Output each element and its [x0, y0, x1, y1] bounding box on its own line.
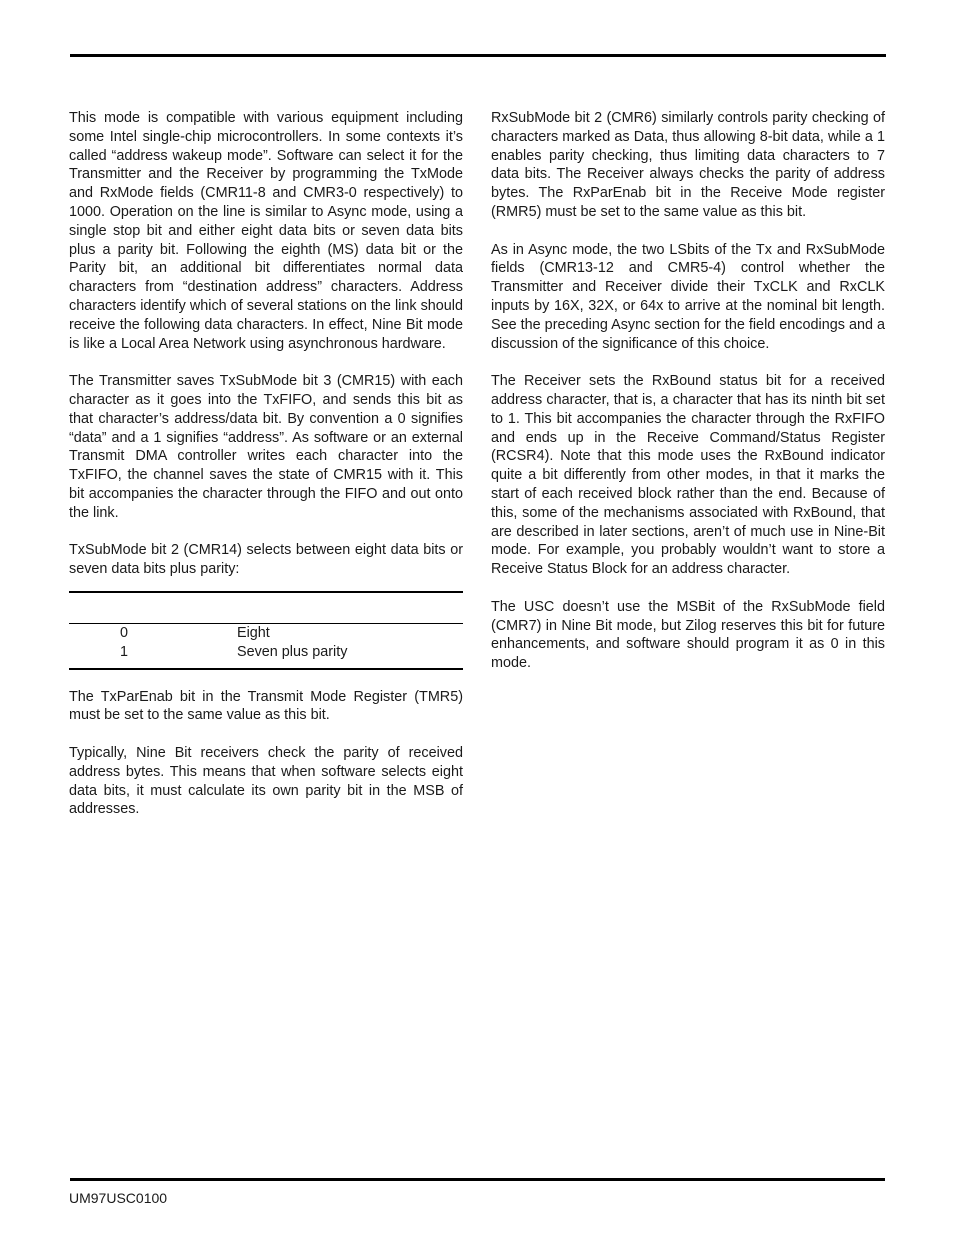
paragraph-rxbound: The Receiver sets the RxBound status bit for a received address character, that is, a character that has its ninth bit set to 1. This bit accompanies the character through the RxFIFO and ends up in the Receive Command/Status Register (RCSR4). Note that this mode uses the RxBound indicator quite a bit differently from other modes, in that it marks the start of each received block rather than the end. Because of this, some of the mechanisms associated with RxBound, that are described in later sections, aren’t of much use in Nine-Bit mode. For example, you probably wouldn’t want to store a Receive Status Block for an address character.: [491, 373, 885, 578]
paragraph-txsubmode-bit2: TxSubMode bit 2 (CMR14) selects between eight data bits or seven data bits plus parity:: [69, 542, 463, 578]
document-code: UM97USC0100: [69, 1190, 168, 1206]
footer-rule: [70, 1178, 885, 1181]
left-column: [69, 109, 463, 819]
table-cell-value: 1: [120, 643, 129, 660]
right-column: [491, 109, 885, 673]
paragraph-parity-check: Typically, Nine Bit receivers check the parity of received address bytes. This means that when software selects eight data bits, it must calculate its own parity bit in the MSB of addresses.: [69, 744, 463, 818]
table-row: [69, 643, 463, 662]
paragraph-clock-divide: As in Async mode, the two LSbits of the Tx and RxSubMode fields (CMR13-12 and CMR5-4) control whether the Transmitter and Receiver divide their TxCLK and RxCLK inputs by 16X, 32X, or 64x to arrive at the nominal bit length. See the preceding Async section for the field encodings and a discussion of the significance of this choice.: [491, 241, 885, 352]
paragraph-msbit-reserved: The USC doesn’t use the MSBit of the RxSubMode field (CMR7) in Nine Bit mode, but Zilog reserves this bit for future enhancements, and software should program it as 0 in this mode.: [491, 598, 885, 672]
table-cell-description: Eight: [237, 624, 270, 641]
table-cell-description: Seven plus parity: [237, 643, 348, 660]
table-cell-value: 0: [120, 624, 129, 641]
txsubmode-table: [69, 591, 463, 670]
paragraph-transmitter-address-bit: The Transmitter saves TxSubMode bit 3 (CMR15) with each character as it goes into the TxFIFO, and sends this bit as that character’s address/data bit. By convention a 0 signifies “data” and a 1 signifies “address”. As software or an external Transmit DMA controller writes each character into the TxFIFO, the channel saves the state of CMR15 with it. This bit accompanies the character through the FIFO and out onto the link.: [69, 373, 463, 521]
table-bottom-rule: [69, 668, 463, 670]
paragraph-txparenab: The TxParEnab bit in the Transmit Mode Register (TMR5) must be set to the same value as this bit.: [69, 688, 463, 724]
table-row: [69, 624, 463, 643]
paragraph-nine-bit-intro: This mode is compatible with various equipment including some Intel single-chip microcontrollers. In some contexts it’s called “address wakeup mode”. Software can select it for the Transmitter and the Receiver by programming the TxMode and RxMode fields (CMR11-8 and CMR3-0 respectively) to 1000. Operation on the line is similar to Async mode, using a single stop bit and either eight data bits or seven data bits plus a parity bit. Following the eighth (MS) data bit or the Parity bit, an additional bit differentiates normal data characters from “destination address” characters. Address characters identify which of several stations on the link should receive the following data characters. In effect, Nine Bit mode is like a Local Area Network using asynchronous hardware.: [69, 110, 463, 352]
paragraph-rxsubmode-bit2: RxSubMode bit 2 (CMR6) similarly controls parity checking of characters marked as Data, thus allowing 8-bit data, while a 1 enables parity checking, thus limiting data characters to 7 data bits. The Receiver always checks the parity of address bytes. The RxParEnab bit in the Receive Mode register (RMR5) must be set to the same value as this bit.: [491, 110, 885, 220]
table-header: [69, 593, 463, 623]
header-rule: [70, 54, 886, 57]
